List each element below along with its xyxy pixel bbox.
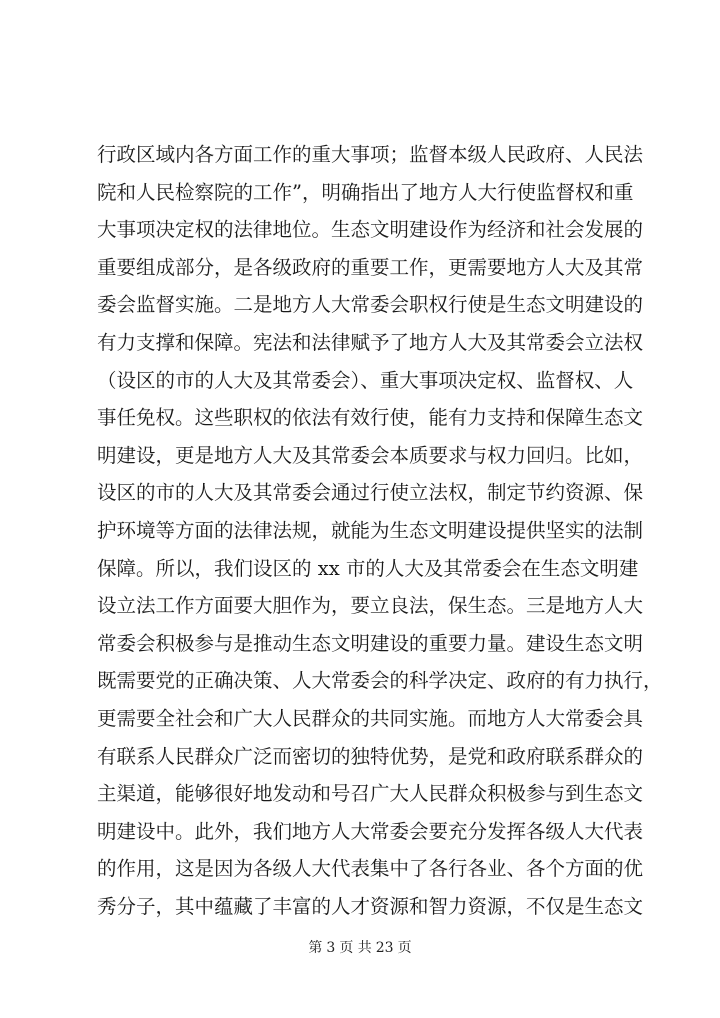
total-pages-number: 23 xyxy=(375,940,394,956)
text-line: 更需要全社会和广大人民群众的共同实施。而地方人大常委会具 xyxy=(97,706,644,730)
text-line: 委会监督实施。二是地方人大常委会职权行使是生态文明建设的 xyxy=(97,293,644,317)
text-line: 设立法工作方面要大胆作为，要立良法，保生态。三是地方人大 xyxy=(97,594,644,618)
text-line: 的作用，这是因为各级人大代表集中了各行各业、各个方面的优 xyxy=(97,857,644,881)
text-line: 有联系人民群众广泛而密切的独特优势，是党和政府联系群众的 xyxy=(97,744,644,768)
text-line: 常委会积极参与是推动生态文明建设的重要力量。建设生态文明 xyxy=(97,631,644,655)
text-line: （设区的市的人大及其常委会）、重大事项决定权、监督权、人 xyxy=(97,368,634,392)
text-line: 护环境等方面的法律法规，就能为生态文明建设提供坚实的法制 xyxy=(97,518,644,542)
text-line: 院和人民检察院的工作”，明确指出了地方人大行使监督权和重 xyxy=(97,180,634,204)
text-line: 主渠道，能够很好地发动和号召广大人民群众积极参与到生态文 xyxy=(97,782,644,806)
page-label-mid: 页 共 xyxy=(339,940,372,956)
text-line: 秀分子，其中蕴藏了丰富的人才资源和智力资源，不仅是生态文 xyxy=(97,894,644,918)
text-line: 重要组成部分，是各级政府的重要工作，更需要地方人大及其常 xyxy=(97,255,644,279)
text-line: 大事项决定权的法律地位。生态文明建设作为经济和社会发展的 xyxy=(97,218,644,242)
body-paragraph xyxy=(97,136,663,925)
text-line: 保障。所以，我们设区的 xx 市的人大及其常委会在生态文明建 xyxy=(97,556,639,580)
page-label-suffix: 页 xyxy=(397,940,412,956)
page-label-prefix: 第 xyxy=(308,940,323,956)
text-line: 明建设中。此外，我们地方人大常委会要充分发挥各级人大代表 xyxy=(97,819,644,843)
page-footer xyxy=(0,938,720,958)
text-line: 有力支撑和保障。宪法和法律赋予了地方人大及其常委会立法权 xyxy=(97,330,644,354)
text-line: 行政区域内各方面工作的重大事项；监督本级人民政府、人民法 xyxy=(97,143,644,166)
text-line: 既需要党的正确决策、人大常委会的科学决定、政府的有力执行， xyxy=(97,669,663,693)
current-page-number: 3 xyxy=(326,940,336,956)
text-line: 设区的市的人大及其常委会通过行使立法权，制定节约资源、保 xyxy=(97,481,644,505)
text-line: 明建设，更是地方人大及其常委会本质要求与权力回归。比如， xyxy=(97,443,644,467)
text-line: 事任免权。这些职权的依法有效行使，能有力支持和保障生态文 xyxy=(97,406,644,430)
